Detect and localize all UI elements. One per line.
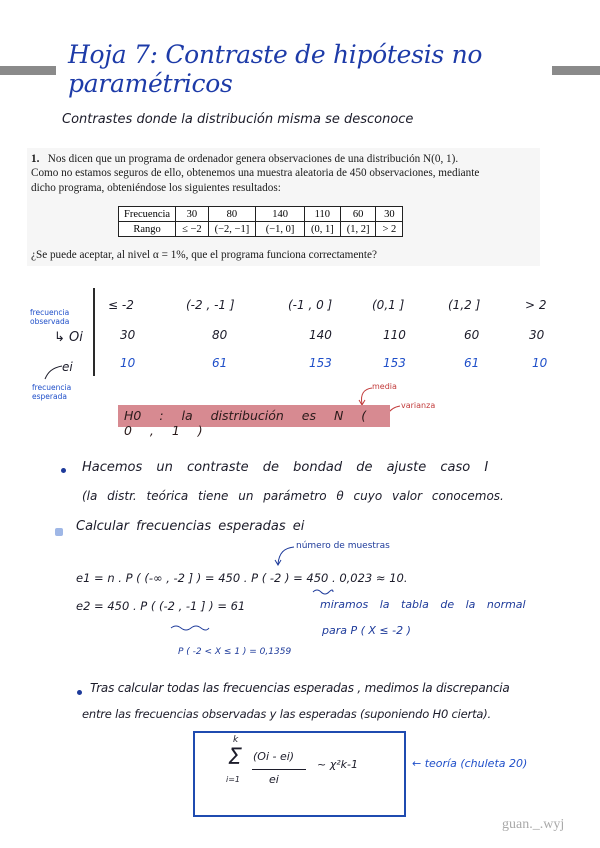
e2-formula: e2 = 450 . P ( (-2 , -1 ] ) = 61 [76,599,246,613]
tabla-line2: para P ( X ≤ -2 ) [322,624,411,637]
problem-statement [27,148,540,266]
table-row-label: Frecuencia [119,207,176,222]
side-note-expected: frecuencia esperada [32,383,72,401]
observed-cell: 30 [529,328,545,342]
table-cell: (−2, −1] [208,222,256,237]
bullet3-line1: Tras calcular todas las frecuencias esperadas , medimos la discrepancia [90,681,510,695]
e1-formula: e1 = n . P ( (-∞ , -2 ] ) = 450 . P ( -2 ) = 450 . 0,023 ≈ 10. [76,571,408,585]
annot-muestras-arrow [272,544,296,568]
tabla-line1: miramos la tabla de la normal [320,598,526,611]
formula-rhs: ~ χ²k-1 [317,758,358,771]
teoria-note: ← teoría (chuleta 20) [412,757,528,770]
expected-cell: 61 [212,356,228,370]
problem-table [118,206,403,237]
table-cell: 140 [256,207,305,222]
expected-cell: 61 [464,356,480,370]
formula-numerator: (Oi - ei) [253,750,295,763]
formula-index: i=1 [226,775,241,784]
header-cell: (-1 , 0 ] [288,298,333,312]
bullet3-line2: entre las frecuencias observadas y las esperadas (suponiendo H0 cierta). [82,707,491,721]
table-row-frequency [119,207,403,222]
probability-note: P ( -2 < X ≤ 1 ) = 0,1359 [178,647,292,657]
header-cell: (1,2 ] [448,298,481,312]
formula-denominator: ei [269,773,279,786]
bullet-square [55,528,63,536]
formula-fraction-line [252,769,306,770]
table-cell: > 2 [376,222,403,237]
table-cell: (−1, 0] [256,222,305,237]
annot-varianza: varianza [401,401,436,410]
observed-cell: 140 [309,328,332,342]
squiggle-tilde [312,588,334,596]
table-cell: 110 [304,207,340,222]
table-cell: 30 [176,207,209,222]
formula-sum: Σ [228,745,242,770]
problem-line-1-text: Nos dicen que un programa de ordenador genera observaciones de una distribución N(0, 1). [47,153,459,165]
problem-line-3: dicho programa, obteniéndose los siguientes resultados: [31,182,281,194]
bullet1-line2: (la distr. teórica tiene un parámetro θ cuyo valor conocemos. [82,489,504,503]
expected-cell: 153 [309,356,332,370]
observed-label [54,330,83,345]
table-cell: (0, 1] [304,222,340,237]
watermark: guan._.wyj [502,817,565,832]
table-cell: ≤ −2 [176,222,209,237]
problem-question: ¿Se puede aceptar, al nivel α = 1%, que el programa funciona correctamente? [31,249,377,261]
observed-label-text: Oi [69,330,83,345]
side-note-observed: frecuencia observada [30,308,70,326]
observed-cell: 110 [383,328,406,342]
problem-line-2: Como no estamos seguros de ello, obtenemos una muestra aleatoria de 450 observaciones, mediante [31,167,480,179]
subtitle: Contrastes donde la distribución misma se desconoce [62,112,414,127]
annot-media: media [372,382,397,391]
expected-arrow [42,364,64,382]
hypothesis-h0-text: H0 : la distribución es N ( 0 , 1 ) [124,408,367,438]
header-cell: (-2 , -1 ] [186,298,235,312]
formula-k: k [233,735,239,745]
table-cell: (1, 2] [340,222,376,237]
observed-cell: 80 [212,328,228,342]
header-cell: ≤ -2 [108,298,134,312]
problem-number: 1. [31,153,40,165]
page-title: Hoja 7: Contraste de hipótesis no paramétricos [68,40,483,98]
annot-muestras: número de muestras [296,541,390,551]
expected-label: ei [62,360,73,374]
bullet-dot [61,468,66,473]
table-cell: 30 [376,207,403,222]
squiggle-tilde [170,624,210,632]
table-cell: 80 [208,207,256,222]
header-bar-left [0,66,56,75]
hypothesis-h0 [118,405,390,438]
expected-cell: 153 [383,356,406,370]
observed-cell: 60 [464,328,480,342]
table-cell: 60 [340,207,376,222]
notes-table-divider [93,288,95,376]
table-row-range [119,222,403,237]
chi-square-formula [193,731,406,817]
header-cell: > 2 [525,298,547,312]
problem-line-1 [31,152,458,167]
observed-cell: 30 [120,328,136,342]
expected-cell: 10 [120,356,136,370]
bullet1-line1: Hacemos un contraste de bondad de ajuste caso I [82,460,489,475]
bullet-dot [77,690,82,695]
expected-cell: 10 [532,356,548,370]
bullet2-text: Calcular frecuencias esperadas ei [76,519,305,534]
observed-label-arrow: ↳ [54,330,65,345]
header-cell: (0,1 ] [372,298,405,312]
table-row-label: Rango [119,222,176,237]
